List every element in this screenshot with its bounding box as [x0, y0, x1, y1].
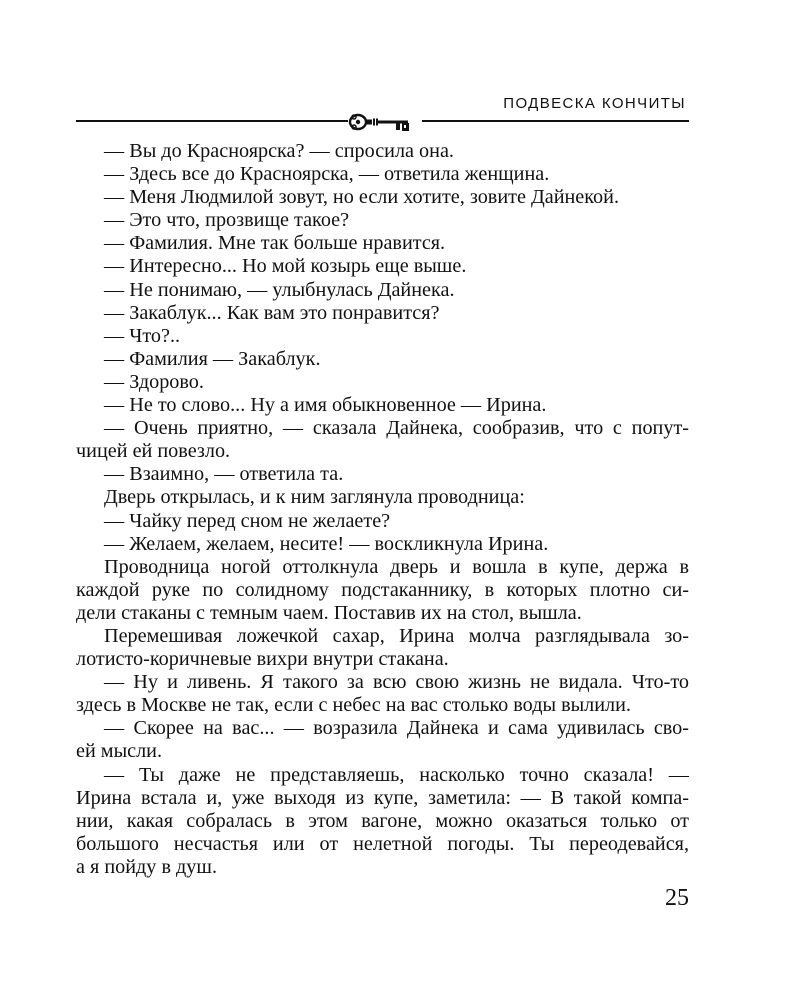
text-line: — Ну и ливень. Я такого за всю свою жизнь не видала. Что-то — [104, 671, 689, 694]
text-line: — Это что, прозвище такое? — [104, 209, 350, 232]
text-line: — Ты даже не представляешь, насколько точно сказала! — — [104, 763, 689, 786]
text-line: дели стаканы с темным чаем. Поставив их на стол, вышла. — [76, 601, 582, 624]
text-line: — Не то слово... Ну а имя обыкновенное — Ирина. — [104, 394, 547, 417]
text-line: — Интересно... Но мой козырь еще выше. — [104, 255, 467, 278]
text-line: — Желаем, желаем, несите! — воскликнула Ирина. — [104, 532, 549, 555]
text-line: — Не понимаю, — улыбнулась Дайнека. — [104, 278, 455, 301]
text-line: — Здорово. — [104, 370, 204, 393]
text-line: — Фамилия — Закаблук. — [104, 347, 321, 370]
text-line: большого несчастья или от нелетной погоды. Ты переодевайся, — [76, 832, 689, 855]
text-line: а я пойду в душ. — [76, 855, 217, 878]
text-line: — Меня Людмилой зовут, но если хотите, зовите Дайнекой. — [104, 186, 619, 209]
text-line: лотисто-коричневые вихри внутри стакана. — [76, 648, 449, 671]
text-line: ей мысли. — [76, 740, 163, 763]
text-line: Ирина встала и, уже выходя из купе, заметила: — В такой компа- — [76, 786, 689, 809]
text-line: — Фамилия. Мне так больше нравится. — [104, 232, 446, 255]
text-line: — Вы до Красноярска? — спросила она. — [104, 140, 454, 162]
text-line: — Взаимно, — ответила та. — [104, 463, 344, 486]
text-line: — Очень приятно, — сказала Дайнека, сообразив, что с попут- — [104, 417, 689, 440]
text-line: Проводница ногой оттолкнула дверь и вошла в купе, держа в — [104, 555, 689, 578]
text-line: — Скорее на вас... — возразила Дайнека и сама удивилась сво- — [104, 717, 689, 740]
key-icon — [348, 108, 422, 136]
text-line: Перемешивая ложечкой сахар, Ирина молча разглядывала зо- — [104, 624, 689, 647]
text-line: — Чайку перед сном не желаете? — [104, 509, 391, 532]
text-line: каждой руке по солидному подстаканнику, в которых плотно си- — [76, 578, 689, 601]
running-title: ПОДВЕСКА КОНЧИТЫ — [503, 95, 686, 112]
body-text — [76, 140, 689, 879]
text-line: — Закаблук... Как вам это понравится? — [104, 301, 440, 324]
text-line: чицей ей повезло. — [76, 440, 231, 463]
page-number: 25 — [665, 885, 689, 911]
text-line: Дверь открылась, и к ним заглянула проводница: — [104, 486, 525, 509]
text-line: нии, какая собралась в этом вагоне, можно оказаться только от — [76, 809, 689, 832]
text-line: здесь в Москве не так, если с небес на вас столько воды вылили. — [76, 694, 631, 717]
text-line: — Что?.. — [104, 324, 181, 347]
text-line: — Здесь все до Красноярска, — ответила женщина. — [104, 163, 550, 186]
